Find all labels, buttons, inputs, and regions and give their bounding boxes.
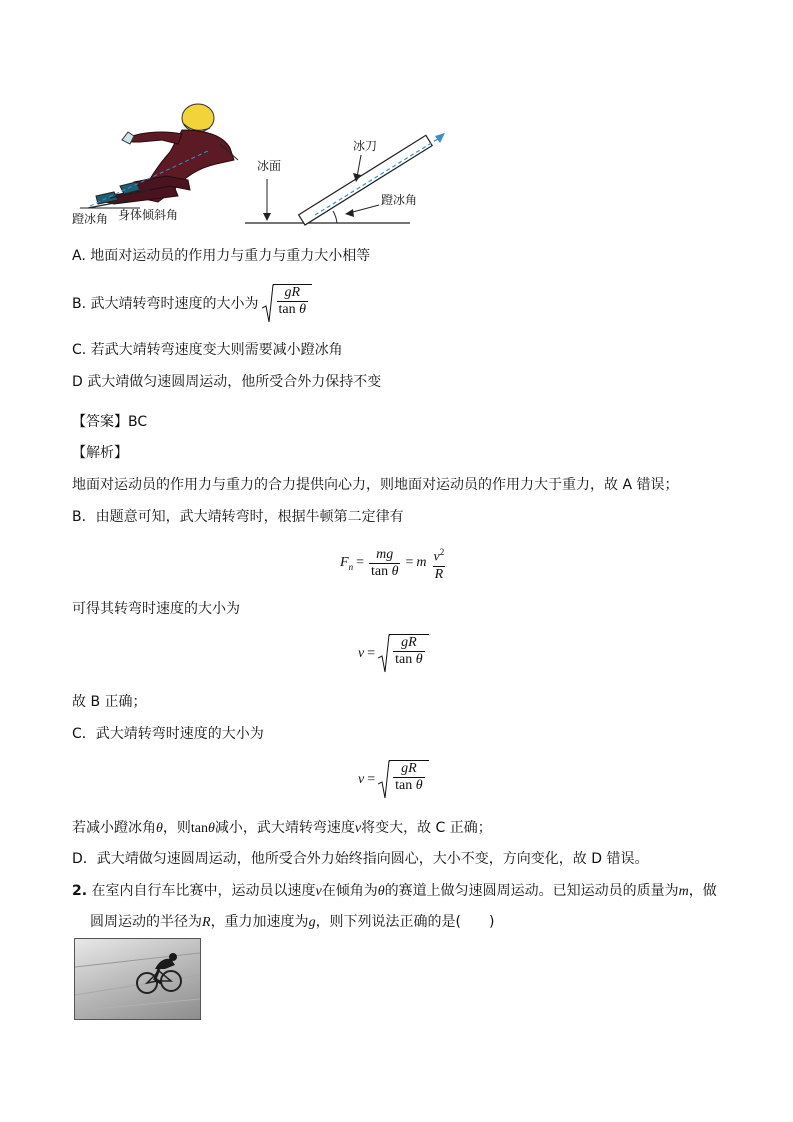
formula-speed-2: v = $\frac{gR}{\text{tan θ}}$ [358,760,429,800]
analysis-line-4: 故 B 正确； [72,694,147,710]
blade-label: 冰刀 [353,139,378,153]
analysis-line-2: B．由题意可知，武大靖转弯时，根据牛顿第二定律有 [72,509,404,525]
analysis-line-6: 若减小蹬冰角θ，则tanθ减小，武大靖转弯速度v将变大，故 C 正确； [72,820,492,836]
analysis-tag: 【解析】 [72,445,128,461]
analysis-line-7: D．武大靖做匀速圆周运动，他所受合外力始终指向圆心，大小不变，方向变化，故 D 错误。 [72,851,649,867]
option-b-sqrt: $\frac{gR}{\text{tan θ}}$ [262,284,313,324]
option-b-text: B. 武大靖转弯时速度的大小为 [72,296,259,312]
blade-diagram [245,125,455,230]
analysis-line-1: 地面对运动员的作用力与重力的合力提供向心力，则地面对运动员的作用力大于重力，故 A 错误； [72,477,679,493]
ice-surface-label: 冰面 [257,159,282,173]
cyclist-illustration [75,939,200,1019]
option-c: C. 若武大靖转弯速度变大则需要减小蹬冰角 [72,342,343,358]
option-b [72,284,312,324]
skater-figure [70,100,240,230]
answer-tag: 【答案】 [72,414,128,430]
answer-line [72,412,147,432]
question-2-line-1: 2. 在室内自行车比赛中，运动员以速度v在倾角为θ的赛道上做匀速圆周运动。已知运动员的质量为m，做 [72,883,717,899]
formula-speed-1: v = $\frac{gR}{\text{tan θ}}$ [358,634,429,674]
question-2-line-2: 圆周运动的半径为R，重力加速度为g，则下列说法正确的是( ) [90,914,495,930]
body-tilt-label: 身体倾斜角 [118,208,179,222]
question-2-number: 2. [72,883,88,899]
cycling-photo [74,938,201,1020]
push-angle-label-right: 蹬冰角 [381,193,418,207]
blade-illustration [245,125,455,230]
push-angle-label-left: 蹬冰角 [72,212,109,226]
analysis-line-5: C．武大靖转弯时速度的大小为 [72,726,264,742]
formula-centripetal: $F_n$ = $\frac{mg}{\text{tan θ}}$ = m $\frac{v^2}{R}$ [340,546,445,582]
option-a: A. 地面对运动员的作用力与重力与重力大小相等 [72,248,371,264]
analysis-line-3: 可得其转弯时速度的大小为 [72,601,240,617]
answer-value: BC [128,414,148,430]
option-d: D 武大靖做匀速圆周运动，他所受合外力保持不变 [72,374,382,390]
